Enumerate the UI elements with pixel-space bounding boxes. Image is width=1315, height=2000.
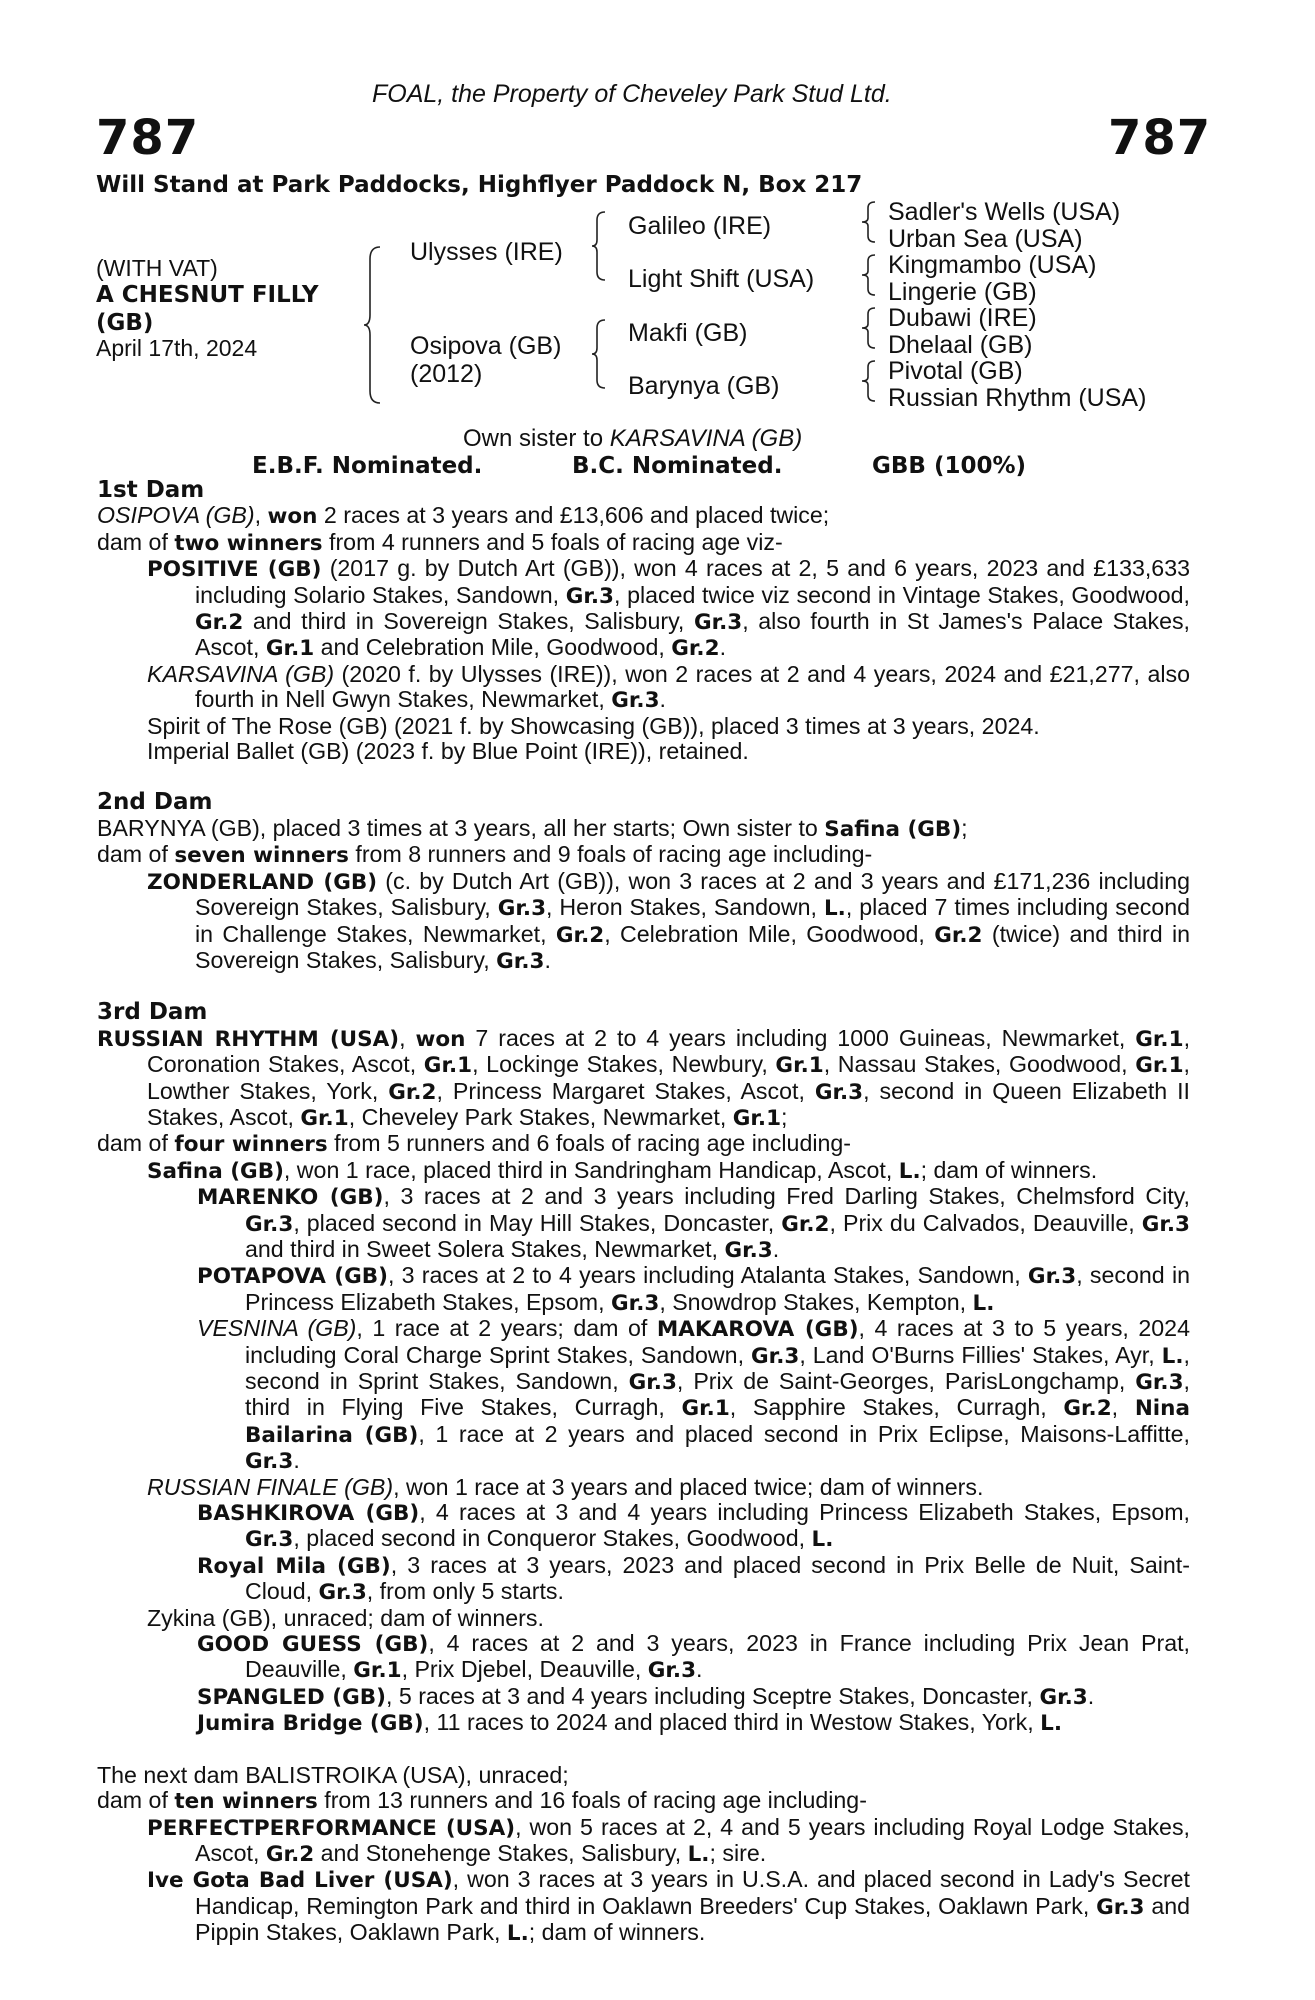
gg-sire-dam-sire: Kingmambo (USA) [888, 251, 1097, 279]
ebf-nominated: E.B.F. Nominated. [252, 453, 483, 479]
produce-vesnina: VESNINA (GB), 1 race at 2 years; dam of MAKAROVA (GB), 4 races at 3 to 5 years, 2024 including Coral Charge Sprint Stakes, Sandown, Gr.3, Land O'Burns Fillies' Stakes, Ayr, L., second in Sprint Stakes, Sandown, Gr.3, Prix de Saint-Georges, ParisLongchamp, Gr.3, third in Flying Five Stakes, Curragh, Gr.1, Sapphire Stakes, Curragh, Gr.2, Nina Bailarina (GB), 1 race at 2 years and placed second in Prix Eclipse, Maisons-Laffitte, Gr.3. [197, 1315, 1191, 1475]
brace-sd [860, 253, 878, 297]
dam-year: (2012) [410, 360, 483, 388]
second-dam-line: BARYNYA (GB), placed 3 times at 3 years, all her starts; Own sister to Safina (GB); [97, 814, 968, 842]
brace-ss [860, 200, 878, 244]
produce-spirit-of-the-rose: Spirit of The Rose (GB) (2021 f. by Showcasing (GB)), placed 3 times at 3 years, 2024. [147, 712, 1040, 739]
produce-zykina: Zykina (GB), unraced; dam of winners. [147, 1604, 544, 1631]
brace-main [362, 245, 384, 405]
gg-sire-sire-sire: Sadler's Wells (USA) [888, 198, 1121, 226]
stand-location: Will Stand at Park Paddocks, Highflyer Paddock N, Box 217 [96, 172, 863, 198]
second-dam-produce-summary: dam of seven winners from 8 runners and 9 foals of racing age including- [97, 841, 873, 869]
produce-spangled: SPANGLED (GB), 5 races at 3 and 4 years including Sceptre Stakes, Doncaster, Gr.3. [197, 1682, 1095, 1710]
gg-dam-sire-sire: Dubawi (IRE) [888, 304, 1037, 332]
produce-russian-finale: RUSSIAN FINALE (GB), won 1 race at 3 years and placed twice; dam of winners. [147, 1473, 984, 1500]
dam-dam: Barynya (GB) [628, 372, 780, 400]
dam-sire: Makfi (GB) [628, 319, 748, 347]
own-sister-note: Own sister to KARSAVINA (GB) [463, 425, 803, 452]
gbb-note: GBB (100%) [872, 453, 1027, 479]
brace-dd [860, 359, 878, 403]
property-line: FOAL, the Property of Cheveley Park Stud Ltd. [372, 80, 892, 108]
bc-nominated: B.C. Nominated. [572, 453, 783, 479]
brace-sire [590, 210, 608, 282]
gg-dam-dam-dam: Russian Rhythm (USA) [888, 384, 1147, 412]
sire: Ulysses (IRE) [410, 238, 563, 266]
produce-zonderland: ZONDERLAND (GB) (c. by Dutch Art (GB)), won 3 races at 2 and 3 years and £171,236 including Sovereign Stakes, Salisbury, Gr.3, Heron Stakes, Sandown, L., placed 7 times including second in Challenge Stakes, Newmarket, Gr.2, Celebration Mile, Goodwood, Gr.2 (twice) and third in Sovereign Stakes, Salisbury, Gr.3. [147, 867, 1191, 974]
third-dam-heading: 3rd Dam [97, 999, 208, 1026]
produce-ive-gota-bad-liver: Ive Gota Bad Liver (USA), won 3 races at 3 years in U.S.A. and placed second in Lady's Secret Handicap, Remington Park and third in Oaklawn Breeders' Cup Stakes, Oaklawn Park, Gr.3 and Pippin Stakes, Oaklawn Park, L.; dam of winners. [147, 1866, 1191, 1947]
vat-note: (WITH VAT) [96, 255, 218, 281]
first-dam-heading: 1st Dam [97, 477, 205, 503]
produce-bashkirova: BASHKIROVA (GB), 4 races at 3 and 4 years including Princess Elizabeth Stakes, Epsom, Gr.3, placed second in Conqueror Stakes, Goodwood, L. [197, 1499, 1190, 1553]
lot-number-right: 787 [1108, 110, 1212, 166]
dam: Osipova (GB) [410, 332, 562, 360]
lot-number-left: 787 [96, 110, 200, 166]
produce-perfectperformance: PERFECTPERFORMANCE (USA), won 5 races at 2, 4 and 5 years including Royal Lodge Stakes, Ascot, Gr.2 and Stonehenge Stakes, Salisbury, L.; sire. [147, 1813, 1190, 1867]
gg-dam-sire-dam: Dhelaal (GB) [888, 331, 1033, 359]
produce-royal-mila: Royal Mila (GB), 3 races at 3 years, 2023 and placed second in Prix Belle de Nuit, Saint-Cloud, Gr.3, from only 5 starts. [197, 1551, 1190, 1606]
gg-sire-dam-dam: Lingerie (GB) [888, 278, 1037, 306]
gg-dam-dam-sire: Pivotal (GB) [888, 357, 1023, 385]
brace-ds [860, 306, 878, 350]
first-dam-produce-summary: dam of two winners from 4 runners and 5 foals of racing age viz- [97, 528, 783, 556]
sire-sire: Galileo (IRE) [628, 212, 772, 240]
horse-name-line1: A CHESNUT FILLY [96, 282, 319, 308]
second-dam-heading: 2nd Dam [97, 789, 213, 816]
catalogue-body [97, 478, 1190, 1947]
next-dam-produce-summary: dam of ten winners from 13 runners and 16 foals of racing age including- [97, 1787, 867, 1815]
gg-sire-sire-dam: Urban Sea (USA) [888, 225, 1083, 253]
produce-karsavina: KARSAVINA (GB) (2020 f. by Ulysses (IRE)), won 2 races at 2 and 4 years, 2024 and £21,277, also fourth in Nell Gwyn Stakes, Newmarket, Gr.3. [147, 660, 1190, 714]
first-dam-line: OSIPOVA (GB), won 2 races at 3 years and £13,606 and placed twice; [97, 502, 830, 530]
produce-good-guess: GOOD GUESS (GB), 4 races at 2 and 3 years, 2023 in France including Prix Jean Prat, Deauville, Gr.1, Prix Djebel, Deauville, Gr.3. [197, 1630, 1190, 1684]
sire-dam: Light Shift (USA) [628, 265, 815, 293]
next-dam-line: The next dam BALISTROIKA (USA), unraced; [97, 1761, 569, 1788]
foaling-date: April 17th, 2024 [96, 335, 258, 361]
produce-safina: Safina (GB), won 1 race, placed third in Sandringham Handicap, Ascot, L.; dam of winners. [147, 1156, 1098, 1184]
third-dam-produce-summary: dam of four winners from 5 runners and 6 foals of racing age including- [97, 1130, 852, 1158]
produce-imperial-ballet: Imperial Ballet (GB) (2023 f. by Blue Point (IRE)), retained. [147, 738, 749, 765]
produce-positive: POSITIVE (GB) (2017 g. by Dutch Art (GB)), won 4 races at 2, 5 and 6 years, 2023 and £133,633 including Solario Stakes, Sandown, Gr.3, placed twice viz second in Vintage Stakes, Goodwood, Gr.2 and third in Sovereign Stakes, Salisbury, Gr.3, also fourth in St James's Palace Stakes, Ascot, Gr.1 and Celebration Mile, Goodwood, Gr.2. [147, 555, 1190, 662]
third-dam-line: RUSSIAN RHYTHM (USA), won 7 races at 2 to 4 years including 1000 Guineas, Newmarket, Gr.1, Coronation Stakes, Ascot, Gr.1, Lockinge Stakes, Newbury, Gr.1, Nassau Stakes, Goodwood, Gr.1, Lowther Stakes, York, Gr.2, Princess Margaret Stakes, Ascot, Gr.3, second in Queen Elizabeth II Stakes, Ascot, Gr.1, Cheveley Park Stakes, Newmarket, Gr.1; [97, 1024, 1191, 1131]
produce-jumira-bridge: Jumira Bridge (GB), 11 races to 2024 and placed third in Westow Stakes, York, L. [197, 1709, 1063, 1737]
produce-marenko: MARENKO (GB), 3 races at 2 and 3 years including Fred Darling Stakes, Chelmsford City, Gr.3, placed second in May Hill Stakes, Doncaster, Gr.2, Prix du Calvados, Deauville, Gr.3 and third in Sweet Solera Stakes, Newmarket, Gr.3. [197, 1183, 1190, 1263]
horse-name-line2: (GB) [96, 310, 154, 336]
produce-potapova: POTAPOVA (GB), 3 races at 2 to 4 years including Atalanta Stakes, Sandown, Gr.3, second in Princess Elizabeth Stakes, Epsom, Gr.3, Snowdrop Stakes, Kempton, L. [197, 1262, 1190, 1316]
brace-dam [590, 318, 608, 390]
